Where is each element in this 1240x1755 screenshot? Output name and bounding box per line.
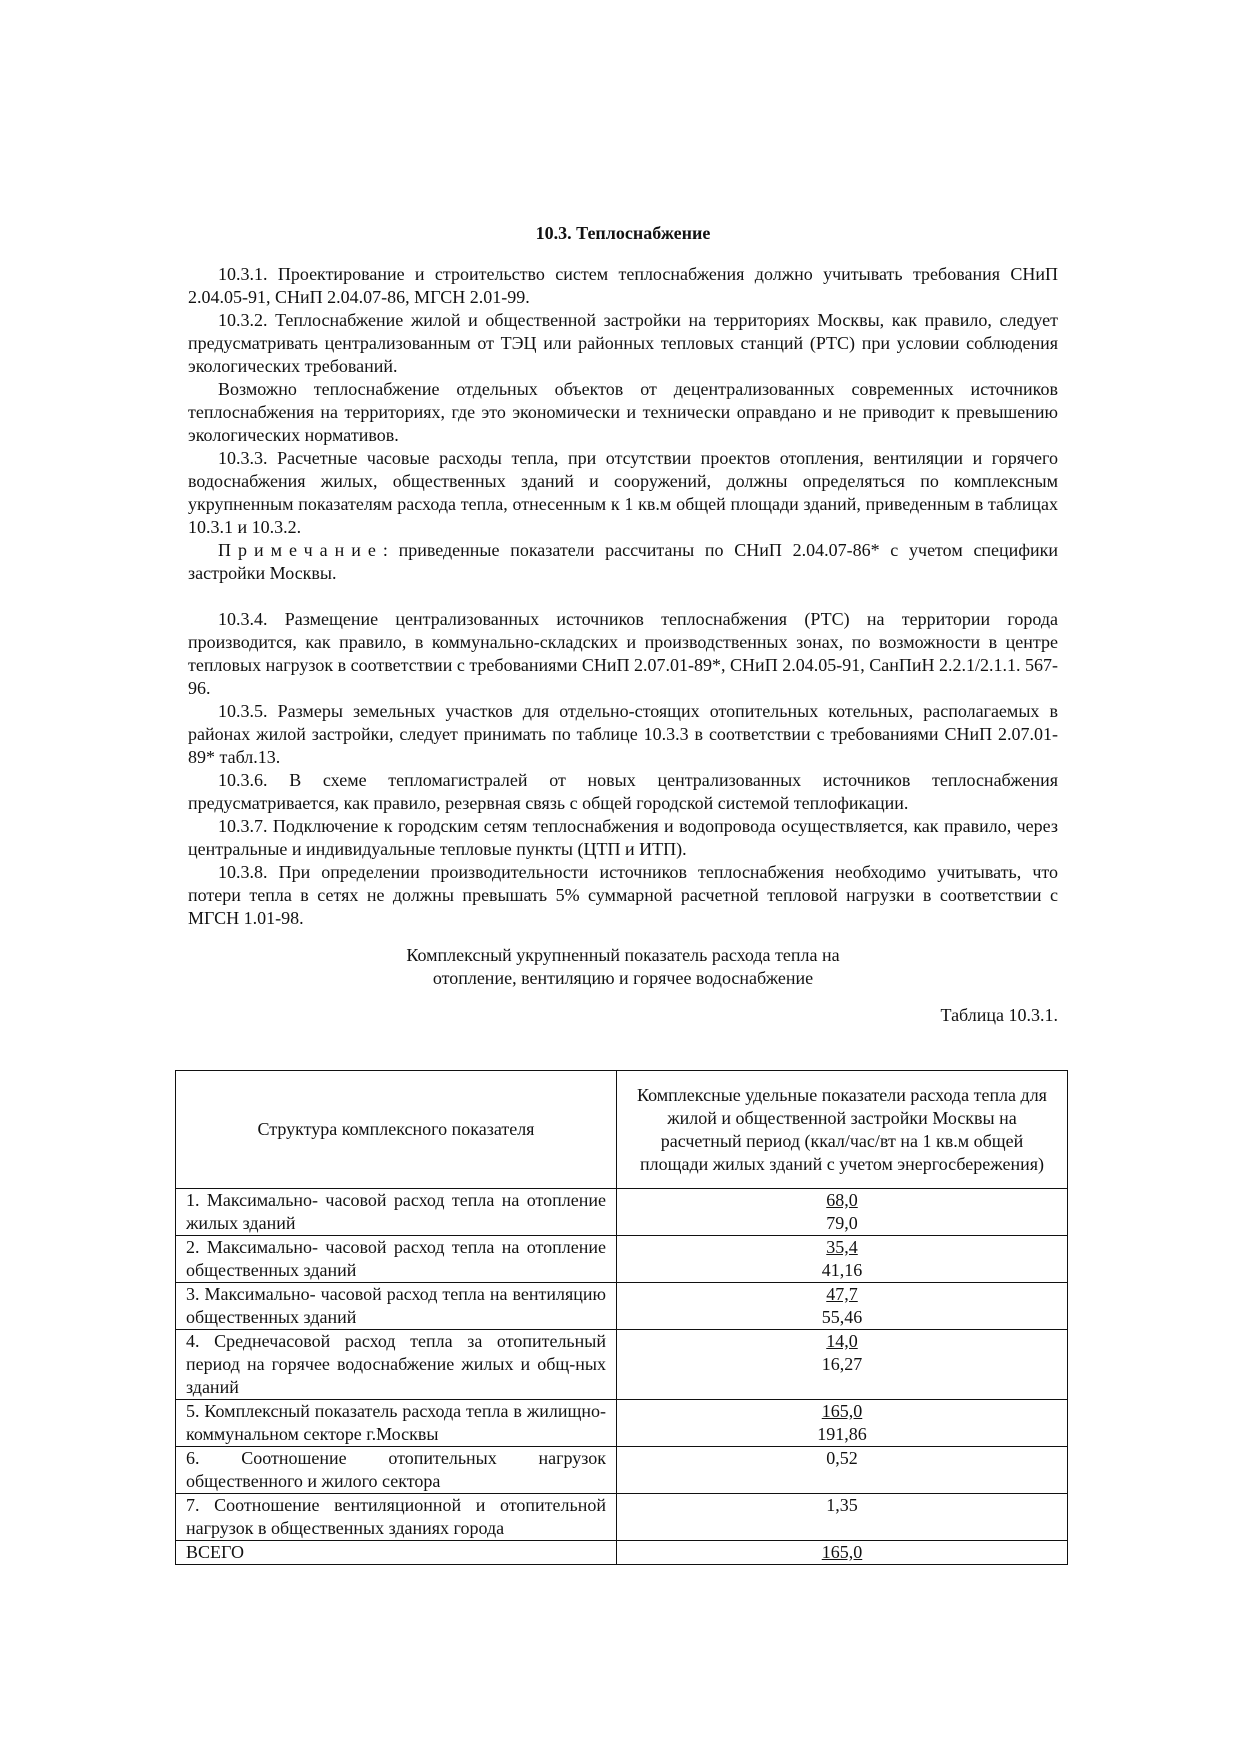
- paragraph-10-3-7: 10.3.7. Подключение к городским сетям теплоснабжения и водопровода осуществляется, как правило, через центральные и индивидуальные тепловые пункты (ЦТП и ИТП).: [188, 816, 1058, 859]
- heat-consumption-table: [175, 1070, 1068, 1565]
- value-secondary: 16,27: [821, 1354, 863, 1374]
- header-indicators: Комплексные удельные показатели расхода тепла для жилой и общественной застройки Москвы на расчетный период (ккал/час/вт на 1 кв.м общей площади жилых зданий с учетом энергосбережения): [617, 1071, 1068, 1189]
- row-label: 2. Максимально- часовой расход тепла на отопление общественных зданий: [176, 1236, 617, 1283]
- value-secondary: 41,16: [821, 1260, 863, 1280]
- note-label: Примечание: [218, 540, 383, 560]
- value-underlined: 165,0: [821, 1401, 863, 1421]
- table-caption-line2: отопление, вентиляцию и горячее водоснабжение: [432, 968, 814, 988]
- table-caption: [188, 944, 1058, 990]
- table-caption-line1: Комплексный укрупненный показатель расхода тепла на: [406, 945, 840, 965]
- table-row: [176, 1283, 1068, 1330]
- table-header-row: [176, 1071, 1068, 1189]
- paragraph-decentralized: Возможно теплоснабжение отдельных объектов от децентрализованных современных источников теплоснабжения на территориях, где это экономически и технически оправдано и не приводит к превышению экологических нормативов.: [188, 379, 1058, 445]
- table-row: [176, 1494, 1068, 1541]
- row-values: [617, 1494, 1068, 1541]
- paragraph-10-3-5: 10.3.5. Размеры земельных участков для отдельно-стоящих отопительных котельных, располагаемых в районах жилой застройки, следует принимать по таблице 10.3.3 в соответствии с требованиями СНиП 2.07.01-89* табл.13.: [188, 701, 1058, 767]
- value-underlined: 47,7: [826, 1284, 858, 1304]
- row-label: 1. Максимально- часовой расход тепла на отопление жилых зданий: [176, 1189, 617, 1236]
- note-text: : приведенные показатели рассчитаны по СНиП 2.04.07-86* с учетом специфики застройки Москвы.: [188, 540, 1058, 583]
- paragraph-10-3-4: 10.3.4. Размещение централизованных источников теплоснабжения (РТС) на территории города производится, как правило, в коммунально-складских и производственных зонах, по возможности в центре тепловых нагрузок в соответствии с требованиями СНиП 2.07.01-89*, СНиП 2.04.05-91, СанПиН 2.2.1/2.1.1. 567-96.: [188, 609, 1058, 698]
- table-row: [176, 1400, 1068, 1447]
- row-label: ВСЕГО: [176, 1541, 617, 1565]
- row-values: [617, 1283, 1068, 1330]
- paragraph-10-3-6: 10.3.6. В схеме тепломагистралей от новых централизованных источников теплоснабжения предусматривается, как правило, резервная связь с общей городской системой теплофикации.: [188, 770, 1058, 813]
- header-structure: Структура комплексного показателя: [176, 1071, 617, 1189]
- row-values: [617, 1236, 1068, 1283]
- paragraph-10-3-2: 10.3.2. Теплоснабжение жилой и общественной застройки на территориях Москвы, как правило, следует предусматривать централизованным от ТЭЦ или районных тепловых станций (РТС) при условии соблюдения экологических требований.: [188, 310, 1058, 376]
- table-row: [176, 1447, 1068, 1494]
- table-row: [176, 1236, 1068, 1283]
- value-underlined: 68,0: [826, 1190, 858, 1210]
- value-secondary: 55,46: [821, 1307, 863, 1327]
- value-primary: 0,52: [826, 1448, 858, 1468]
- section-title: 10.3. Теплоснабжение: [535, 223, 711, 243]
- note-paragraph: [188, 539, 1058, 585]
- paragraph-10-3-1: 10.3.1. Проектирование и строительство систем теплоснабжения должно учитывать требования СНиП 2.04.05-91, СНиП 2.04.07-86, МГСН 2.01-99.: [188, 264, 1058, 307]
- row-values: [617, 1400, 1068, 1447]
- value-underlined: 14,0: [826, 1331, 858, 1351]
- row-values: [617, 1541, 1068, 1565]
- row-label: 7. Соотношение вентиляционной и отопительной нагрузок в общественных зданиях города: [176, 1494, 617, 1541]
- document-page: [188, 212, 1058, 1044]
- value-primary: 1,35: [826, 1495, 858, 1515]
- paragraph-10-3-3: 10.3.3. Расчетные часовые расходы тепла, при отсутствии проектов отопления, вентиляции и горячего водоснабжения жилых, общественных зданий и сооружений, должны определяться по комплексным укрупненным показателям расхода тепла, отнесенным к 1 кв.м общей площади зданий, приведенным в таблицах 10.3.1 и 10.3.2.: [188, 448, 1058, 537]
- value-underlined: 35,4: [826, 1237, 858, 1257]
- row-label: 3. Максимально- часовой расход тепла на вентиляцию общественных зданий: [176, 1283, 617, 1330]
- row-values: [617, 1447, 1068, 1494]
- row-values: [617, 1189, 1068, 1236]
- value-secondary: 191,86: [817, 1424, 867, 1444]
- row-label: 5. Комплексный показатель расхода тепла в жилищно-коммунальном секторе г.Москвы: [176, 1400, 617, 1447]
- table-row: [176, 1189, 1068, 1236]
- value-underlined: 165,0: [821, 1542, 863, 1562]
- table-row: [176, 1330, 1068, 1400]
- paragraph-10-3-8: 10.3.8. При определении производительности источников теплоснабжения необходимо учитывать, что потери тепла в сетях не должны превышать 5% суммарной расчетной тепловой нагрузки в соответствии с МГСН 1.01-98.: [188, 862, 1058, 928]
- table-row-total: [176, 1541, 1068, 1565]
- row-label: 4. Среднечасовой расход тепла за отопительный период на горячее водоснабжение жилых и общ-ных зданий: [176, 1330, 617, 1400]
- row-values: [617, 1330, 1068, 1400]
- table-number: Таблица 10.3.1.: [940, 1005, 1058, 1025]
- value-secondary: 79,0: [826, 1213, 858, 1233]
- row-label: 6. Соотношение отопительных нагрузок общественного и жилого сектора: [176, 1447, 617, 1494]
